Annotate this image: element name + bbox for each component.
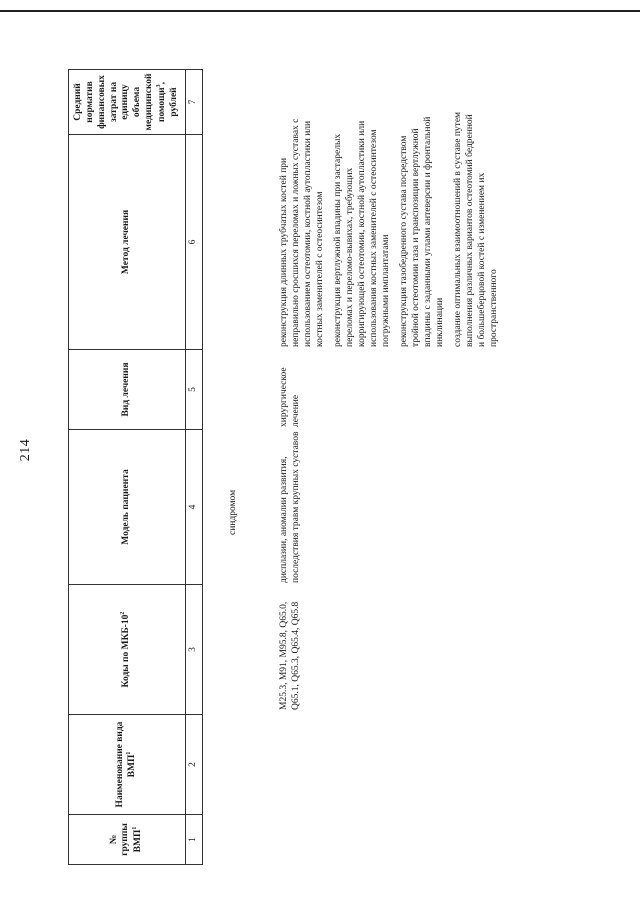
header-group-number: № группы ВМП$^1$: [69, 815, 186, 865]
header-treatment-type: Вид лечения: [69, 350, 186, 430]
header-average-cost: Средний норматив финансовых затрат на единицу объема медицинской помощи$^3$, рублей: [69, 70, 186, 135]
treatment-method-item: создание оптимальных взаимоотношений в суставе путем выполнения различных вариантов остеотомий бедренной и большеберцовой костей с изменением их пространственного: [453, 111, 499, 347]
column-number: 1: [186, 815, 203, 865]
top-rule: [0, 10, 640, 12]
treatment-method-item: реконструкция длинных трубчатых костей при неправильно сросшихся переломах и ложных суставах с использованием остеотомии, костной аутопластики или костных заменителей с остеосинтезом: [279, 118, 325, 347]
header-treatment-method: Метод лечения: [69, 135, 186, 350]
column-number-row: [186, 70, 203, 865]
column-number: 7: [186, 70, 203, 135]
treatment-method-item: реконструкция тазобедренного сустава посредством тройной остеотомии таза и транспозиции вертлужной впадины с заданными углами антеверсии и фронтальной инклинации: [399, 116, 445, 347]
vmp-table: [68, 69, 203, 865]
row-treatment-type: хирургическое лечение: [279, 367, 301, 427]
row-icd-codes: M25.3, M91, M95.8, Q65.0, Q65.1, Q65.3, Q65.4, Q65.8: [279, 601, 301, 710]
column-number: 6: [186, 135, 203, 350]
header-row: [69, 70, 186, 865]
header-icd-codes: Коды по МКБ-$10^2$: [69, 585, 186, 715]
header-vmp-name: Наименование вида ВМП$^1$: [69, 715, 186, 815]
header-patient-model: Модель пациента: [69, 430, 186, 585]
column-number: 3: [186, 585, 203, 715]
row-treatment-methods: [278, 109, 506, 347]
rotated-page: [0, 30, 640, 875]
column-number: 4: [186, 430, 203, 585]
column-number: 5: [186, 350, 203, 430]
column-number: 2: [186, 715, 203, 815]
continuation-text: синдромом: [228, 489, 238, 535]
page-number: 214: [18, 438, 33, 462]
treatment-method-item: реконструкция вертлужной впадины при застарелых переломах и переломо-вывихах, требующих корригирующей остеотомии, костной аутопластики или использования костных заменителей с остеосинтезом погружными имплантатами: [333, 120, 391, 347]
row-patient-model: дисплазии, аномалии развития, последствия травм крупных суставов: [279, 431, 301, 583]
